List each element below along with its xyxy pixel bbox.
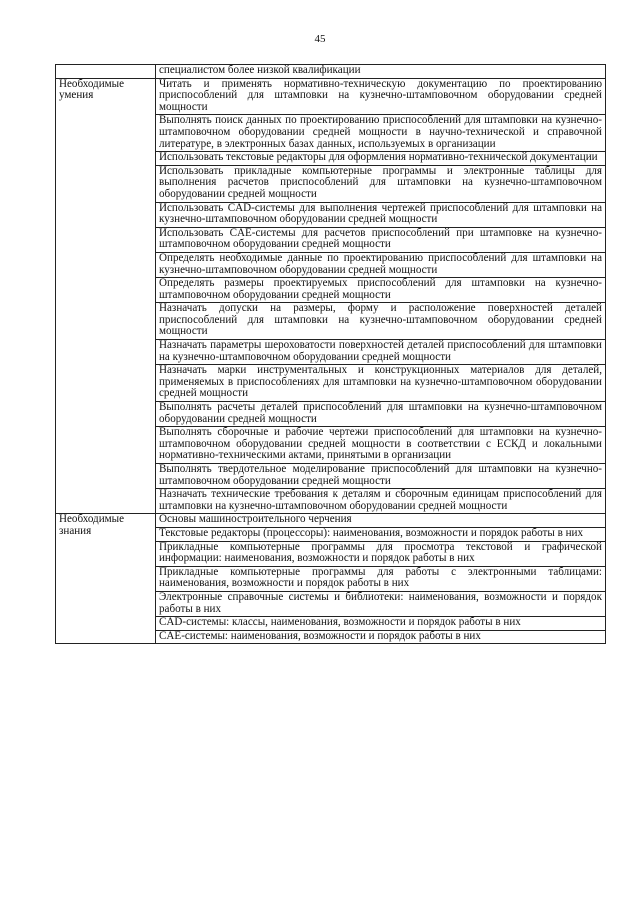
requirement-item: Прикладные компьютерные программы для просмотра текстовой и графической информации: наименования, возможности и порядок работы в них (156, 541, 606, 566)
table-row (56, 78, 606, 115)
competency-table (55, 64, 606, 644)
requirement-item: Читать и применять нормативно-техническую документацию по проектированию приспособлений для штамповки на кузнечно-штамповочном оборудовании средней мощности (156, 78, 606, 115)
requirement-item: Текстовые редакторы (процессоры): наименования, возможности и порядок работы в них (156, 527, 606, 541)
requirement-item: Назначать параметры шероховатости поверхностей деталей приспособлений для штамповки на кузнечно-штамповочном оборудовании средней мощности (156, 340, 606, 365)
requirement-item: Выполнять сборочные и рабочие чертежи приспособлений для штамповки на кузнечно-штамповочном оборудовании средней мощности в соответствии с ЕСКД и локальными нормативно-техническими актами, принятыми в организации (156, 427, 606, 464)
table-row (56, 514, 606, 528)
requirement-item: Выполнять твердотельное моделирование приспособлений для штамповки на кузнечно-штамповочном оборудовании средней мощности (156, 464, 606, 489)
requirement-item: Определять необходимые данные по проектированию приспособлений для штамповки на кузнечно-штамповочном оборудовании средней мощности (156, 252, 606, 277)
requirement-item: Использовать CAE-системы для расчетов приспособлений при штамповке на кузнечно-штамповочном оборудовании средней мощности (156, 227, 606, 252)
empty-label-cell (56, 65, 156, 79)
requirement-item: Использовать CAD-системы для выполнения чертежей приспособлений для штамповки на кузнечно-штамповочном оборудовании средней мощности (156, 202, 606, 227)
requirement-item: Использовать текстовые редакторы для оформления нормативно-технической документации (156, 152, 606, 166)
requirement-item: Назначать марки инструментальных и конструкционных материалов для деталей, применяемых в приспособлениях для штамповки на кузнечно-штамповочном оборудовании средней мощности (156, 365, 606, 402)
requirement-item: Назначать допуски на размеры, форму и расположение поверхностей деталей приспособлений для штамповки на кузнечно-штамповочном оборудовании средней мощности (156, 303, 606, 340)
requirement-item: CAE-системы: наименования, возможности и порядок работы в них (156, 630, 606, 644)
requirement-item: Электронные справочные системы и библиотеки: наименования, возможности и порядок работы в них (156, 591, 606, 616)
section-label: Необходимые знания (56, 514, 156, 644)
requirement-item: Назначать технические требования к деталям и сборочным единицам приспособлений для штамповки на кузнечно-штамповочном оборудовании средней мощности (156, 489, 606, 514)
requirement-item: Основы машиностроительного черчения (156, 514, 606, 528)
requirement-item: Определять размеры проектируемых приспособлений для штамповки на кузнечно-штамповочном оборудовании средней мощности (156, 278, 606, 303)
requirement-item: CAD-системы: классы, наименования, возможности и порядок работы в них (156, 617, 606, 631)
requirement-item: Прикладные компьютерные программы для работы с электронными таблицами: наименования, возможности и порядок работы в них (156, 566, 606, 591)
requirement-item: Выполнять поиск данных по проектированию приспособлений для штамповки на кузнечно-штамповочном оборудовании средней мощности в научно-технической и справочной литературе, в электронных базах данных, используемых в организации (156, 115, 606, 152)
table-row (56, 65, 606, 79)
section-label: Необходимые умения (56, 78, 156, 514)
requirement-item: Выполнять расчеты деталей приспособлений для штамповки на кузнечно-штамповочном оборудовании средней мощности (156, 402, 606, 427)
competency-table-body (56, 65, 606, 644)
continuation-cell: специалистом более низкой квалификации (156, 65, 606, 79)
page-number: 45 (314, 33, 326, 45)
requirement-item: Использовать прикладные компьютерные программы и электронные таблицы для выполнения расчетов приспособлений для штамповки на кузнечно-штамповочном оборудовании средней мощности (156, 165, 606, 202)
